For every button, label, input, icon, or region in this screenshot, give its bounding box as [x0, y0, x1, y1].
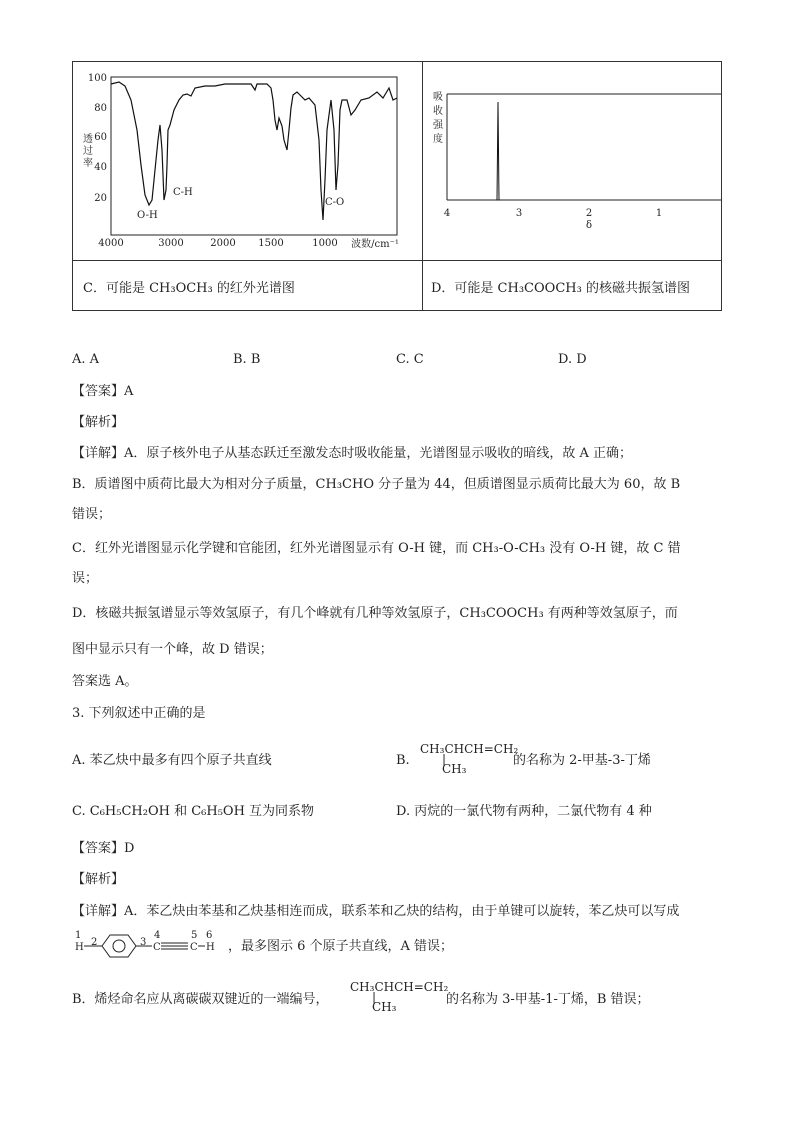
q3-option-b-prefix: B. — [396, 753, 410, 768]
q2-analysis-title: 【解析】 — [72, 415, 125, 430]
ir-ytick: 100 — [87, 73, 107, 84]
phenylacetylene-structure — [72, 928, 232, 958]
ir-y-title-3: 率 — [83, 158, 93, 169]
atom-number: 6 — [206, 930, 213, 941]
nmr-spectrum — [427, 76, 723, 236]
q2-detail-d2: 图中显示只有一个峰，故 D 错误； — [72, 642, 273, 657]
q3-detail-b-prefix: B．烯烃命名应从离碳碳双键近的一端编号， — [72, 992, 329, 1007]
ir-peak-oh: O-H — [137, 210, 158, 221]
ir-xtick: 1000 — [312, 238, 338, 249]
ir-peak-ch: C-H — [173, 187, 193, 198]
q2-detail-b1: B．质谱图中质荷比最大为相对分子质量，CH₃CHO 分子量为 44，但质谱图显示质荷比最大为 60，故 B — [72, 477, 681, 492]
table-divider-vertical — [422, 62, 423, 310]
nmr-y-title-1: 吸 — [433, 92, 443, 103]
struct-branch: CH₃ — [442, 762, 467, 776]
atom-number: 3 — [140, 937, 147, 948]
q3-option-a: A. 苯乙炔中最多有四个原子共直线 — [72, 753, 272, 768]
q2-detail-b2: 错误； — [72, 507, 112, 522]
q3-struct-b2 — [350, 980, 448, 1014]
spectra-table — [72, 61, 722, 311]
nmr-xtick: 1 — [655, 208, 663, 219]
struct-main: CH₃CHCH=CH₂ — [350, 980, 449, 994]
caption-d: D．可能是 CH₃COOCH₃ 的核磁共振氢谱图 — [431, 281, 690, 296]
ir-xtick: 3000 — [158, 238, 184, 249]
struct-bond: | — [442, 752, 447, 766]
nmr-y-title-3: 强 — [433, 120, 443, 131]
ir-peak-co: C-O — [325, 197, 345, 208]
ir-ytick: 60 — [94, 132, 107, 143]
struct-main: CH₃CHCH=CH₂ — [420, 742, 519, 756]
atom-number: 1 — [75, 930, 82, 941]
atom-h: H — [75, 942, 84, 953]
struct-branch: CH₃ — [372, 1000, 397, 1014]
nmr-y-title-2: 收 — [433, 106, 443, 117]
ir-ytick: 20 — [94, 193, 107, 204]
q3-detail-a: 【详解】A．苯乙炔由苯基和乙炔基相连而成，联系苯和乙炔的结构，由于单键可以旋转，苯乙炔可以写成 — [72, 904, 680, 919]
ir-y-title-2: 过 — [83, 146, 93, 157]
q2-answer: 【答案】A — [72, 384, 134, 399]
q3-option-d: D. 丙烷的一氯代物有两种，二氯代物有 4 种 — [396, 804, 652, 819]
q2-detail-d1: D．核磁共振氢谱显示等效氢原子，有几个峰就有几种等效氢原子，CH₃COOCH₃ 有两种等效氢原子，而 — [72, 606, 678, 621]
q3-analysis-title: 【解析】 — [72, 872, 125, 887]
nmr-xtick: 2 — [585, 208, 593, 219]
atom-c: C — [153, 942, 161, 953]
ir-curve — [111, 82, 397, 220]
ir-y-title-1: 透 — [83, 134, 93, 145]
atom-h: H — [206, 942, 215, 953]
nmr-peak — [495, 102, 501, 200]
q2-option-d: D. D — [558, 352, 587, 367]
atom-c: C — [190, 942, 198, 953]
q2-detail-c1: C．红外光谱图显示化学键和官能团，红外光谱图显示有 O-H 键，而 CH₃-O-CH₃ 没有 O-H 键，故 C 错 — [72, 541, 681, 556]
q2-option-c: C. C — [396, 352, 424, 367]
atom-number: 4 — [154, 930, 161, 941]
q2-detail-c2: 误； — [72, 571, 99, 586]
ir-xtick: 2000 — [210, 238, 236, 249]
caption-c: C．可能是 CH₃OCH₃ 的红外光谱图 — [83, 281, 295, 296]
ir-spectrum — [79, 70, 409, 255]
q3-answer: 【答案】D — [72, 841, 135, 856]
atom-number: 2 — [91, 937, 98, 948]
ir-xtick: 4000 — [98, 238, 124, 249]
table-divider-horizontal — [73, 260, 721, 261]
q2-detail-a: 【详解】A．原子核外电子从基态跃迁至激发态时吸收能量，光谱图显示吸收的暗线，故 A 正确； — [72, 446, 633, 461]
nmr-xtick: 4 — [443, 208, 451, 219]
ir-ytick: 40 — [94, 162, 107, 173]
benzene-ring — [102, 935, 136, 957]
benzene-circle — [113, 940, 125, 952]
q3-option-b-suffix: 的名称为 2-甲基-3-丁烯 — [513, 753, 651, 768]
q3-detail-b-suffix: 的名称为 3-甲基-1-丁烯，B 错误； — [446, 992, 650, 1007]
ir-ytick: 80 — [94, 103, 107, 114]
struct-bond: | — [372, 990, 377, 1004]
q2-option-a: A. A — [72, 352, 100, 367]
q3-stem: 3. 下列叙述中正确的是 — [72, 706, 206, 721]
q3-option-c: C. C₆H₅CH₂OH 和 C₆H₅OH 互为同系物 — [72, 804, 315, 819]
q2-option-b: B. B — [233, 352, 261, 367]
q3-struct-b — [420, 742, 518, 776]
nmr-y-title-4: 度 — [433, 134, 443, 145]
q3-detail-a2: ，最多图示 6 个原子共直线，A 错误； — [228, 939, 454, 954]
nmr-x-unit: δ — [585, 220, 593, 231]
q2-conclusion: 答案选 A。 — [72, 674, 138, 689]
atom-number: 5 — [191, 930, 198, 941]
ir-x-unit: 波数/cm⁻¹ — [351, 239, 399, 250]
ir-xtick: 1500 — [258, 238, 284, 249]
nmr-xtick: 3 — [515, 208, 523, 219]
